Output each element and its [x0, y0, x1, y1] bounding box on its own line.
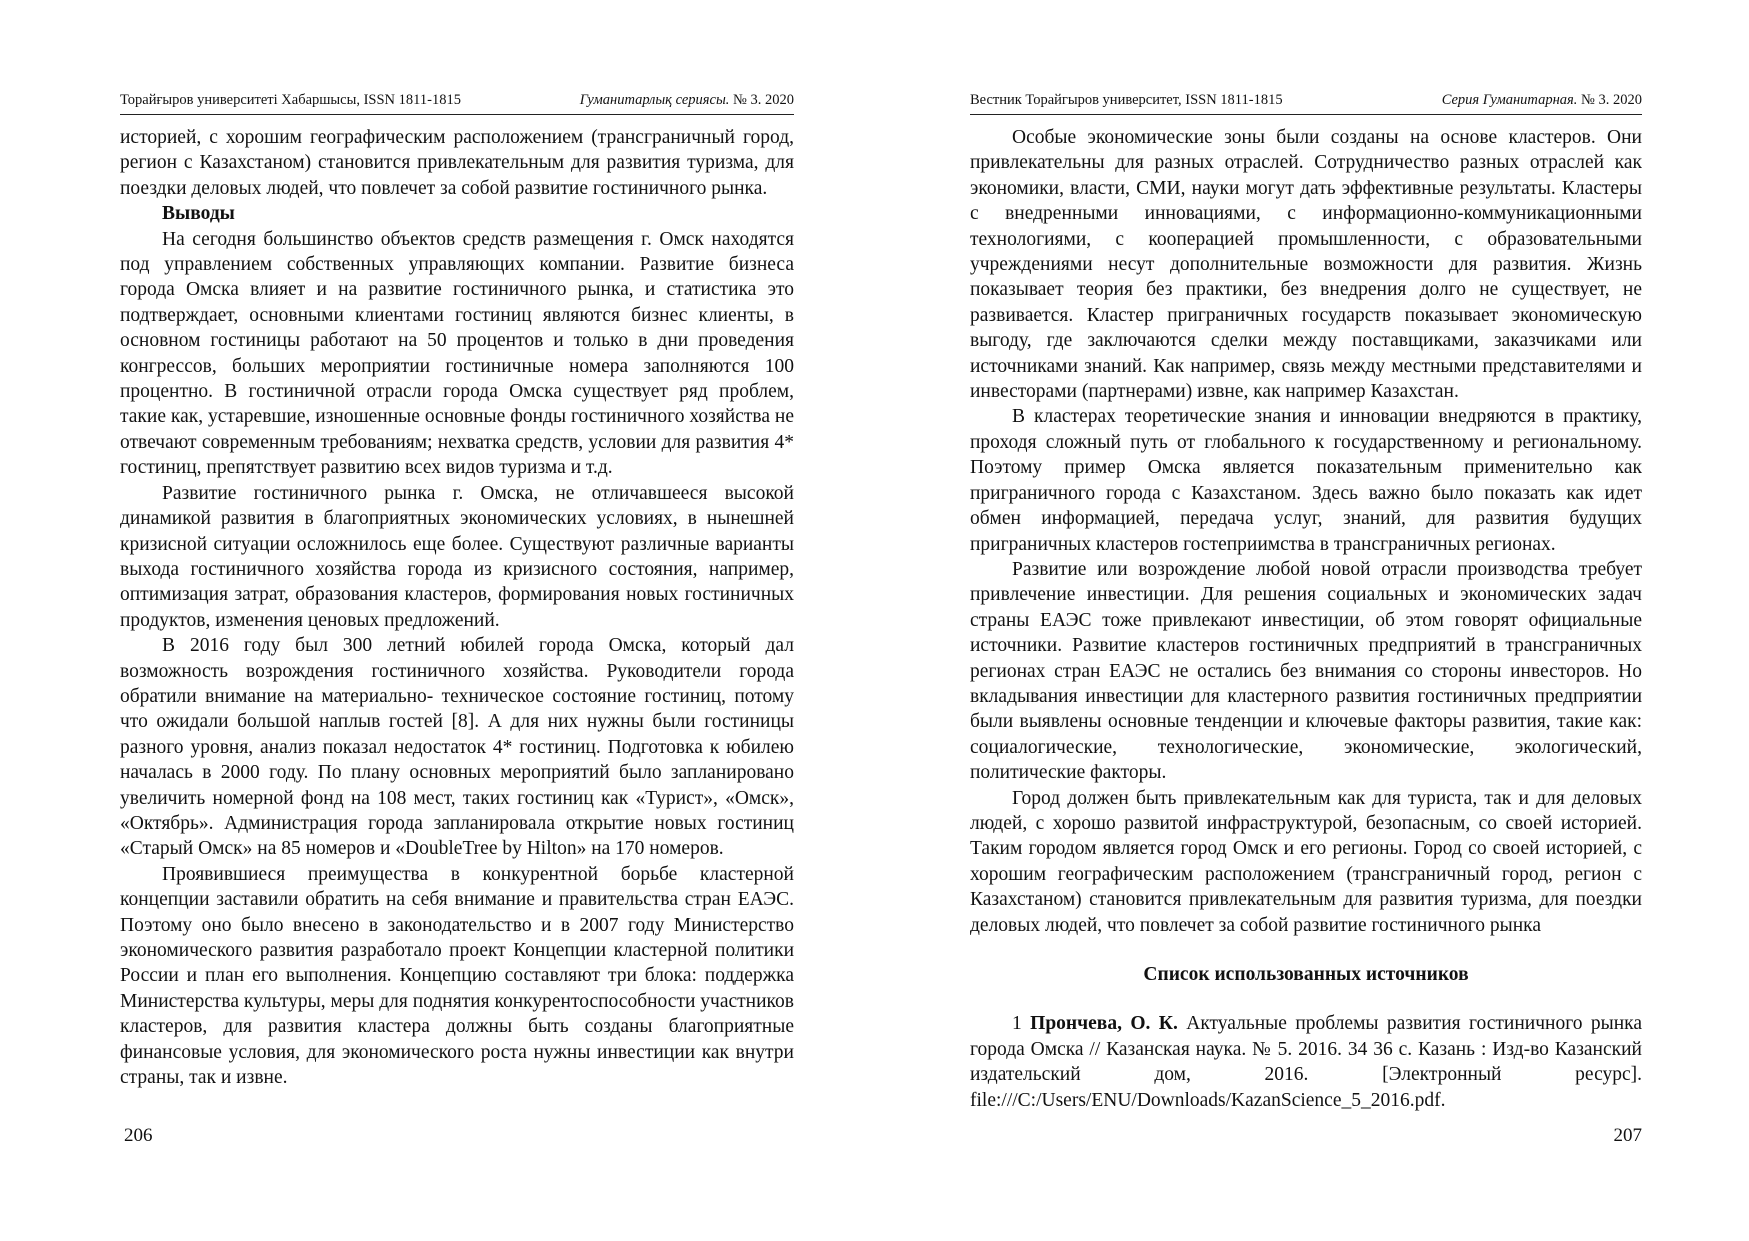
reference-author: Прончева, О. К. — [1030, 1013, 1178, 1035]
left-page — [120, 0, 794, 1241]
paragraph: Развитие гостиничного рынка г. Омска, не отличавшееся высокой динамикой развития в благоприятных экономических условиях, в нынешней кризисной ситуации осложнилось еще более. Существуют различные варианты выхода гостиничного хозяйства города из кризисного состояния, например, оптимизация затрат, образования кластеров, формирования новых гостиничных продуктов, изменения ценовых предложений. — [120, 482, 794, 631]
series-name: Серия Гуманитарная. — [1441, 92, 1578, 108]
references-heading: Список использованных источников — [1143, 964, 1469, 985]
paragraph: Проявившиеся преимущества в конкурентной борьбе кластерной концепции заставили обратить на себя внимание и правительства стран ЕАЭС. Поэтому оно было внесено в законодательство и в 2007 году Министерство экономического развития разработало проект Концепции кластерной политики России и план его выполнения. Концепцию составляют три блока: поддержка Министерства культуры, меры для поднятия конкурентоспособности участников кластеров, для развития кластера должны быть созданы благоприятные финансовые условия, для экономического роста нужны инвестиции как внутри страны, так и извне. — [120, 863, 794, 1089]
reference-entry — [970, 1011, 1642, 1113]
reference-text: Актуальные проблемы развития гостиничного рынка города Омска // Казанская наука. № 5. 2016. 34 36 с. Казань : Изд-во Казанский издательский дом, 2016. [Электронный ресурс]. file:///C:/Users/ENU/Downloads/KazanScience_5_2016.pdf. — [970, 1013, 1643, 1111]
running-header — [970, 92, 1642, 115]
paragraph: Город должен быть привлекательным как для туриста, так и для деловых людей, с хорошо развитой инфраструктурой, безопасным, со своей историей. Таким городом является город Омск и его регионы. Город со своей историей, с хорошим географическим расположением (трансграничный город, регион с Казахстаном) становится привлекательным для развития туризма, для поездки деловых людей, что повлечет за собой развитие гостиничного рынка — [970, 787, 1642, 936]
paragraph: В кластерах теоретические знания и инновации внедряются в практику, проходя сложный путь от глобального к государственному и региональному. Поэтому пример Омска является показательным применительно как приграничного города с Казахстаном. Здесь важно было показать как идет обмен информацией, передача услуг, знаний, для развития будущих приграничных кластеров гостеприимства в трансграничных регионах. — [970, 406, 1642, 555]
page-number: 206 — [124, 1125, 153, 1146]
paragraph: историей, с хорошим географическим расположением (трансграничный город, регион с Казахстаном) становится привлекательным для развития туризма, для поездки деловых людей, что повлечет за собой развитие гостиничного рынка. — [120, 127, 794, 199]
page-body — [120, 125, 794, 1090]
journal-title: Вестник Торайгыров университет, ISSN 1811-1815 — [970, 92, 1283, 108]
section-heading: Выводы — [162, 203, 235, 225]
paragraph: Особые экономические зоны были созданы на основе кластеров. Они привлекательны для разных отраслей. Сотрудничество разных отраслей как экономики, власти, СМИ, науки могут дать эффективные результаты. Кластеры с внедренными инновациями, с информационно-коммуникационными технологиями, с кооперацией промышленности, с образовательными учреждениями несут дополнительные возможности для развития. Жизнь показывает теория без практики, без внедрения долго не существует, не развивается. Кластер приграничных государств показывает экономическую выгоду, где заключаются сделки между поставщиками, заказчиками или источниками знаний. Как например, связь между местными представителями и инвесторами (партнерами) извне, как например Казахстан. — [970, 127, 1642, 403]
series-issue — [580, 92, 794, 109]
running-header — [120, 92, 794, 115]
paragraph: Развитие или возрождение любой новой отрасли производства требует привлечение инвестиции. Для решения социальных и экономических задач страны ЕАЭС тоже привлекают инвестиции, об этом говорят официальные источники. Развитие кластеров гостиничных предприятий в трансграничных регионах стран ЕАЭС не остались без внимания со стороны инвесторов. Но вкладывания инвестиции для кластерного развития гостиничных предприятии были выявлены основные тенденции и ключевые факторы развития, такие как: социалогические, технологические, экономические, экологический, политические факторы. — [970, 558, 1642, 784]
paragraph: В 2016 году был 300 летний юбилей города Омска, который дал возможность возрождения гостиничного хозяйства. Руководители города обратили внимание на материально- техническое состояние гостиниц, потому что ожидали большой наплыв гостей [8]. А для них нужны были гостиницы разного уровня, анализ показал недостаток 4* гостиниц. Подготовка к юбилею началась в 2000 году. По плану основных мероприятий было запланировано увеличить номерной фонд на 108 мест, таких гостиниц как «Турист», «Омск», «Октябрь». Администрация города запланировала открытие новых гостиниц «Старый Омск» на 85 номеров и «DoubleTree by Hilton» на 170 номеров. — [120, 635, 794, 860]
series-name: Гуманитарлық сериясы. — [579, 92, 730, 108]
series-issue — [1442, 92, 1642, 109]
issue-number: № 3. 2020 — [1581, 92, 1642, 108]
paragraph: На сегодня большинство объектов средств размещения г. Омск находятся под управлением собственных управляющих компании. Развитие бизнеса города Омска влияет и на развитие гостиничного рынка, и статистика это подтверждает, основными клиентами гостиниц являются бизнес клиенты, в основном гостиницы работают на 50 процентов и только в дни проведения конгрессов, больших мероприятии гостиничные номера заполняются 100 процентно. В гостиничной отрасли города Омска существует ряд проблем, такие как, устаревшие, изношенные основные фонды гостиничного хозяйства не отвечают современным требованиям; нехватка средств, условии для развития 4* гостиниц, препятствует развитию всех видов туризма и т.д. — [120, 228, 794, 479]
issue-number: № 3. 2020 — [733, 92, 794, 108]
reference-number: 1 — [1012, 1013, 1022, 1035]
right-page — [970, 0, 1642, 1241]
page-number: 207 — [1613, 1125, 1642, 1146]
journal-title: Торайғыров университеті Хабаршысы, ISSN 1811-1815 — [120, 92, 461, 108]
page-body — [970, 125, 1642, 1113]
